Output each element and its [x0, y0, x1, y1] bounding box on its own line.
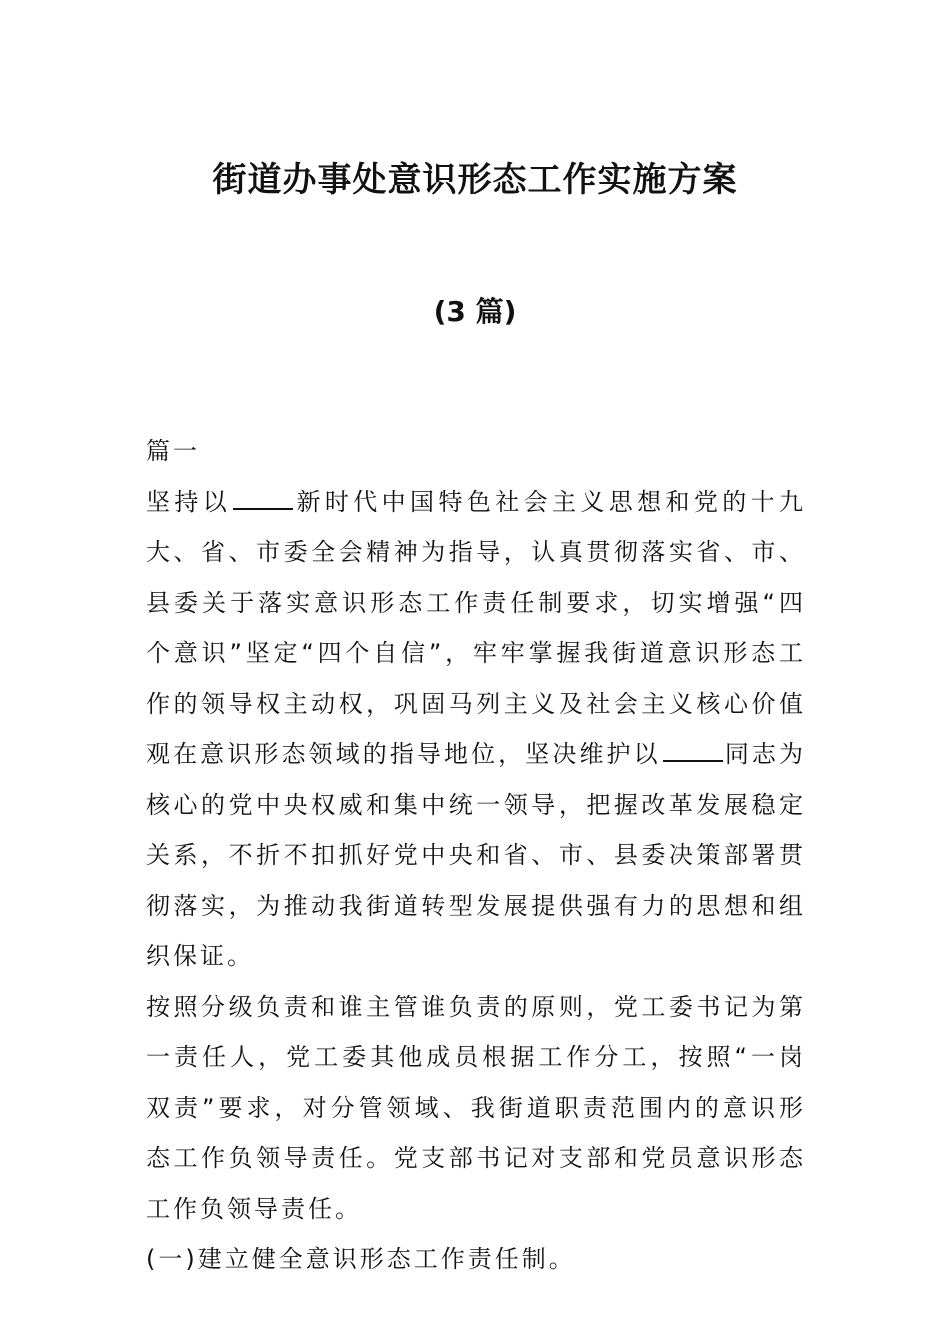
- fill-blank-2: [663, 734, 723, 762]
- section-label: 篇一: [146, 437, 200, 465]
- paragraph-2: 按照分级负责和谁主管谁负责的原则，党工委书记为第一责任人，党工委其他成员根据工作分工，按照“一岗双责”要求，对分管领域、我街道职责范围内的意识形态工作负领导责任。党支部书记对支部和党员意识形态工作负领导责任。: [146, 992, 806, 1223]
- paragraph-1: [146, 477, 806, 982]
- paragraph-3: (一)建立健全意识形态工作责任制。: [146, 1245, 576, 1273]
- para1-part-1: 坚持以: [146, 487, 232, 516]
- para1-part-3: 同志为核心的党中央权威和集中统一领导，把握改革发展稳定关系，不折不扣抓好党中央和省、市、县委决策部署贯彻落实，为推动我街道转型发展提供强有力的思想和组织保证。: [146, 740, 807, 970]
- para1-part-2: 新时代中国特色社会主义思想和党的十九大、省、市委全会精神为指导，认真贯彻落实省、市、县委关于落实意识形态工作责任制要求，切实增强“四个意识”坚定“四个自信”，牢牢掌握我街道意识形态工作的领导权主动权，巩固马列主义及社会主义核心价值观在意识形态领域的指导地位，坚决维护以: [146, 487, 807, 768]
- document-body: [146, 426, 806, 1285]
- document-subtitle: (3 篇): [433, 295, 517, 328]
- fill-blank-1: [233, 482, 293, 510]
- document-title: 街道办事处意识形态工作实施方案: [212, 160, 738, 200]
